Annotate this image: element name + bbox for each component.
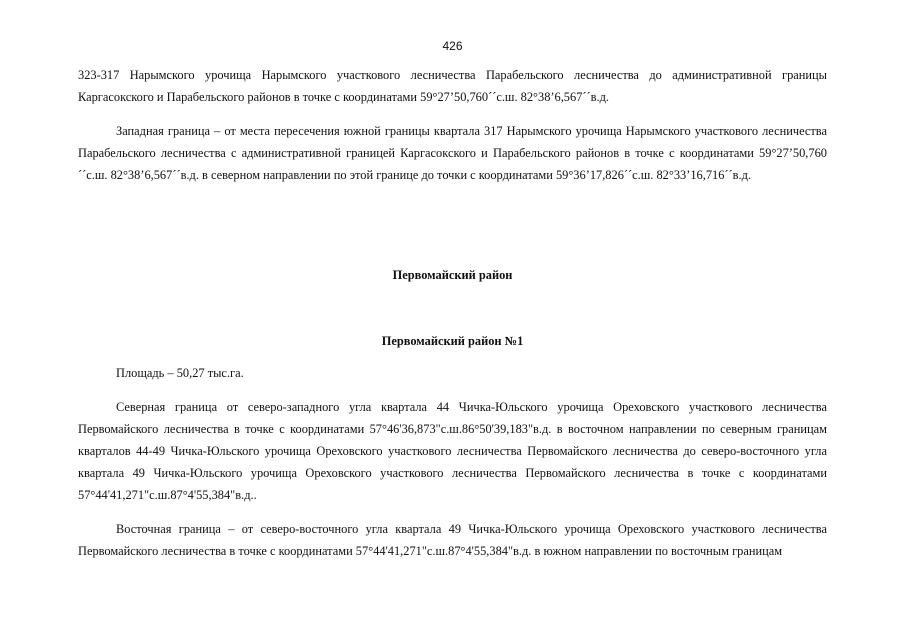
heading-district-1: Первомайский район №1 xyxy=(381,334,524,348)
paragraph-boundary-continuation: 323-317 Нарымского урочища Нарымского участкового лесничества Парабельского лесничества до административной границы Каргасокского и Парабельского районов в точке с координатами 59°27’50,760´´с.ш. 82°38’6,567´´в.д. xyxy=(78,68,827,104)
heading-district: Первомайский район xyxy=(392,268,513,282)
paragraph-western-boundary: Западная граница – от места пересечения южной границы квартала 317 Нарымского урочища Нарымского участкового лесничества Парабельского лесничества с административной границей Каргасокского и Парабельского районов в точке с координатами 59°27’50,760´´с.ш. 82°38’6,567´´в.д. в северном направлении по этой границе до точки с координатами 59°36’17,826´´с.ш. 82°33’16,716´´в.д. xyxy=(78,124,827,182)
paragraph-eastern-boundary: Восточная граница – от северо-восточного угла квартала 49 Чичка-Юльского урочища Ореховского участкового лесничества Первомайского лесничества в точке с координатами 57°44'41,271"с.ш.87°4'55,384"в.д. в южном направлении по восточным границам xyxy=(78,522,827,558)
page-number: 426 xyxy=(442,39,463,53)
paragraph-area: Площадь – 50,27 тыс.га. xyxy=(116,366,244,380)
paragraph-northern-boundary: Северная граница от северо-западного угла квартала 44 Чичка-Юльского урочища Ореховского участкового лесничества Первомайского лесничества в точке с координатами 57°46'36,873"с.ш.86°50'39,183"в.д. в восточном направлении по северным границам кварталов 44-49 Чичка-Юльского урочища Ореховского участкового лесничества Первомайского лесничества до северо-восточного угла квартала 49 Чичка-Юльского урочища Ореховского участкового лесничества Первомайского лесничества в точке с координатами 57°44'41,271"с.ш.87°4'55,384"в.д.. xyxy=(78,400,827,502)
